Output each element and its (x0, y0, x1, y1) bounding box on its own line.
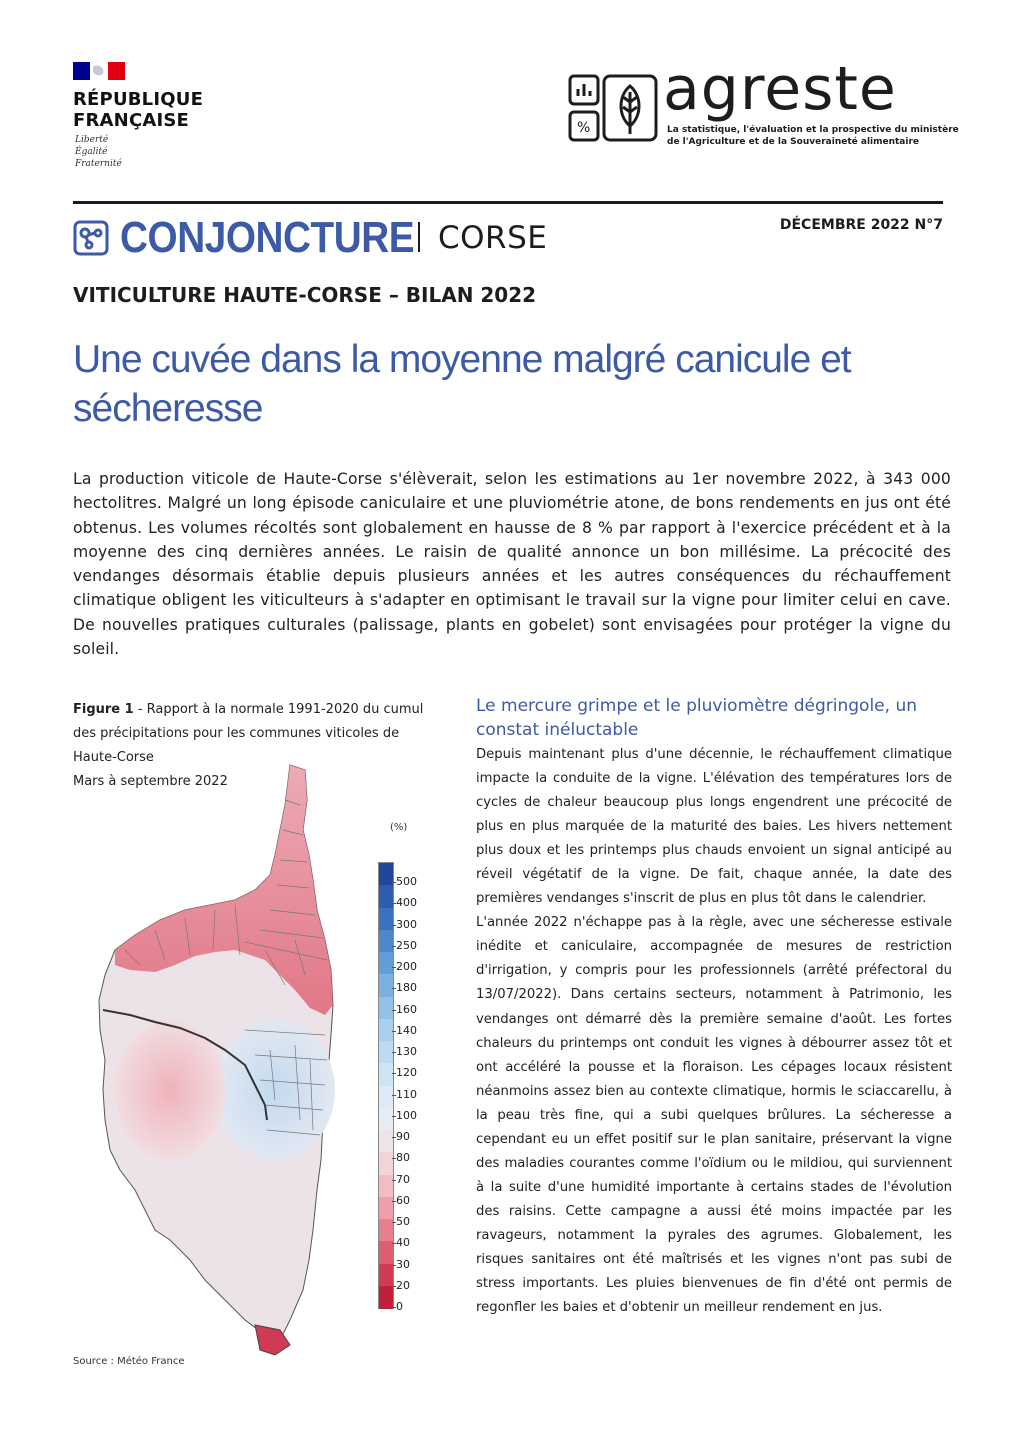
section-title: Le mercure grimpe et le pluviomètre dégringole, un constat inéluctable (476, 696, 917, 740)
subtitle: VITICULTURE HAUTE-CORSE – BILAN 2022 (73, 283, 537, 307)
legend-segment (379, 885, 393, 908)
legend-segment (379, 974, 393, 997)
figure-caption-text: - Rapport à la normale 1991-2020 du cumul des précipitations pour les communes viticoles de Haute-Corse (73, 702, 424, 765)
motto-egalite: Égalité (75, 147, 108, 157)
legend-tick-label: 300 (396, 917, 417, 931)
legend-tick-label: 80 (396, 1151, 410, 1165)
issue-date: DÉCEMBRE 2022 N°7 (779, 217, 943, 233)
legend-tick-label: 250 (396, 938, 417, 952)
motto-fraternite: Fraternité (75, 159, 122, 169)
section-body (476, 743, 952, 1320)
figure-period: Mars à septembre 2022 (73, 774, 228, 789)
legend-tick-label: 60 (396, 1193, 410, 1207)
body-paragraph: Depuis maintenant plus d'une décennie, le réchauffement climatique impacte la conduite de la vigne. L'élévation des températures lors de cycles de chaleur beaucoup plus longs engendrent une précocité de plus en plus marquée de la maturité des baies. Les hivers nettement plus doux et les printemps plus chauds envoient un signal anticipé au réveil végétatif de la vigne. De fait, chaque année, la date des premières vendanges s'inscrit de plus en plus tôt dans le calendrier. (476, 747, 952, 907)
marianne-flag-icon (73, 62, 125, 80)
figure-label: Figure 1 (73, 702, 134, 717)
republique-motto (75, 134, 122, 170)
legend-segment (379, 1041, 393, 1064)
legend-tick-label: 500 (396, 875, 417, 888)
republique-francaise-name: RÉPUBLIQUE FRANÇAISE (73, 89, 204, 131)
legend-tick-label: 70 (396, 1172, 410, 1186)
legend-unit: (%) (390, 822, 408, 833)
legend-segment (379, 952, 393, 975)
agreste-tagline: La statistique, l'évaluation et la prospective du ministère de l'Agriculture et de la Souveraineté alimentaire (667, 125, 959, 147)
legend-segment (379, 1063, 393, 1086)
legend-tick-label: 40 (396, 1236, 410, 1250)
legend-tick-label: 160 (396, 1002, 417, 1016)
legend-tick-label: 140 (396, 1023, 417, 1037)
legend-segment (379, 1241, 393, 1264)
legend-tick-label: 90 (396, 1130, 410, 1143)
series-title: CONJONCTURE (120, 213, 415, 262)
legend-tick-label: 100 (396, 1108, 417, 1122)
motto-liberte: Liberté (75, 135, 109, 145)
legend-tick-label: 120 (396, 1066, 417, 1080)
legend-segment (379, 997, 393, 1020)
headline: Une cuvée dans la moyenne malgré canicule et sécheresse (73, 338, 851, 430)
legend-tick-label: 130 (396, 1045, 417, 1058)
legend-segment (379, 1086, 393, 1109)
agreste-wordmark: agreste (663, 54, 897, 124)
legend-tick-label: 400 (396, 896, 417, 910)
legend-color-bar (378, 862, 394, 1309)
legend-tick-label: 180 (396, 981, 417, 995)
legend-segment (379, 863, 393, 886)
conjoncture-icon (73, 220, 109, 256)
svg-text:%: % (577, 120, 591, 136)
legend-segment (379, 1197, 393, 1220)
agreste-logo-icon (568, 72, 660, 144)
intro-paragraph: La production viticole de Haute-Corse s'élèverait, selon les estimations au 1er novembre 2022, à 343 000 hectolitres. Malgré un long épisode caniculaire et une pluviométrie atone, de bons rendements en jus ont été obtenus. Les volumes récoltés sont globalement en hausse de 8 % par rapport à l'exercice précédent et à la moyenne des cinq dernières années. Le raisin de qualité annonce un bon millésime. La précocité des vendanges désormais établie depuis plusieurs années et les autres conséquences du réchauffement climatique obligent les viticulteurs à s'adapter en optimisant le travail sur la vigne pour limiter celui en cave. De nouvelles pratiques culturales (palissage, plants en gobelet) sont envisagées pour protéger la vigne du soleil. (73, 470, 951, 659)
legend-segment (379, 1019, 393, 1042)
legend-tick-label: 200 (396, 960, 417, 973)
legend-tick-label: 0 (396, 1300, 403, 1313)
legend-tick-label: 20 (396, 1278, 410, 1292)
legend-tick-label: 50 (396, 1215, 410, 1228)
legend-segment (379, 1152, 393, 1175)
legend-segment (379, 1264, 393, 1287)
legend-segment (379, 1219, 393, 1242)
body-paragraph: L'année 2022 n'échappe pas à la règle, avec une sécheresse estivale inédite et caniculaire, accompagnée de mesures de restriction d'irrigation, y compris pour les professionnels (arrêté préfectoral du 13/07/2022). Dans certains secteurs, notamment à Patrimonio, les vendanges ont démarré dès la première semaine d'août. Les fortes chaleurs du printemps ont conduit les vignes à débourrer assez tôt et ont accéléré la pousse et la floraison. Les cépages locaux résistent néanmoins assez bien au contexte climatique, hormis le sciaccarellu, à la peau très fine, qui a subi quelques brûlures. La sécheresse a cependant eu un effet positif sur le plan sanitaire, préservant la vigne des maladies courantes comme l'oïdium ou le mildiou, qui surviennent à la suite d'une humidité importante à certains stades de l'évolution des raisins. Cette campagne a aussi été moins impactée par les ravageurs, notamment la pyrales des agrumes. Globalement, les risques sanitaires ont été maîtrisés et les vignes n'ont pas subi de stress importants. Les pluies bienvenues de fin d'été ont permis de regonfler les baies et d'obtenir un meilleur rendement en jus. (476, 915, 952, 1316)
legend-segment (379, 930, 393, 953)
header-divider (73, 201, 943, 204)
legend-tick-label: 110 (396, 1087, 417, 1101)
legend-segment (379, 908, 393, 931)
legend-segment (379, 1286, 393, 1309)
legend-segment (379, 1130, 393, 1153)
legend-tick-label: 30 (396, 1257, 410, 1271)
series-separator (418, 222, 420, 252)
figure-source: Source : Météo France (73, 1356, 185, 1367)
legend-segment (379, 1175, 393, 1198)
legend-segment (379, 1108, 393, 1131)
region-label: CORSE (438, 220, 548, 256)
